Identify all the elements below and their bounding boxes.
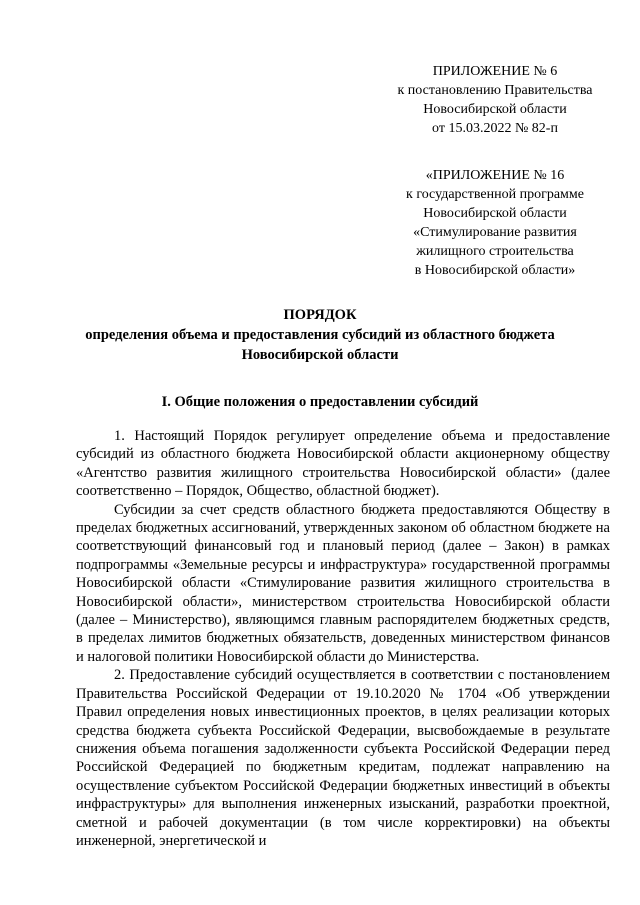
title-main: ПОРЯДОК	[283, 307, 357, 323]
program-appendix-number: «ПРИЛОЖЕНИЕ № 16	[425, 168, 565, 183]
appendix-date: от 15.03.2022 № 82-п	[432, 121, 558, 136]
section-heading: I. Общие положения о предоставлении субсидий	[161, 394, 479, 410]
appendix-reference: к постановлению Правительства	[397, 83, 593, 98]
title-subtitle-line1: определения объема и предоставления субсидий из областного бюджета	[85, 327, 555, 343]
title-subtitle-line2: Новосибирской области	[241, 347, 399, 363]
document-body	[76, 427, 610, 850]
paragraph: 2. Предоставление субсидий осуществляется в соответствии с постановлением Правительства Российской Федерации от 19.10.2020 № 1704 «Об утверждении Правил определения новых инвестиционных проектов, в целях реализации которых средства бюджета субъекта Российской Федерации, высвобождаемые в результате снижения объема погашения задолженности субъекта Российской Федерации перед Российской Федерацией по бюджетным кредитам, подлежат направлению на осуществление субъектом Российской Федерации бюджетных инвестиций в объекты инфраструктуры» для выполнения инженерных изысканий, разработки проектной, сметной и рабочей документации (в том числе корректировки) на объекты инженерной, энергетической и	[76, 667, 610, 849]
program-name-line2: жилищного строительства	[416, 244, 574, 259]
appendix-block-program	[360, 166, 630, 280]
program-name-line1: «Стимулирование развития	[413, 225, 577, 240]
paragraph: Субсидии за счет средств областного бюджета предоставляются Обществу в пределах бюджетных ассигнований, утвержденных законом об областном бюджете на соответствующий финансовый год и плановый период (далее – Закон) в рамках подпрограммы «Земельные ресурсы и инфраструктура» государственной программы Новосибирской области «Стимулирование развития жилищного строительства в Новосибирской области», министерством строительства Новосибирской области (далее – Министерство), являющимся главным распорядителем бюджетных средств, в пределах лимитов бюджетных обязательств, доведенных министерством финансов и налоговой политики Новосибирской области до Министерства.	[76, 501, 610, 665]
document-title	[70, 305, 570, 365]
paragraph: 1. Настоящий Порядок регулирует определение объема и предоставление субсидий из областного бюджета Новосибирской области акционерному обществу «Агентство развития жилищного строительства Новосибирской области» (далее соответственно – Порядок, Общество, областной бюджет).	[76, 428, 610, 500]
program-name-line3: в Новосибирской области»	[414, 263, 576, 278]
program-reference: к государственной программе	[406, 187, 584, 202]
appendix-number: ПРИЛОЖЕНИЕ № 6	[432, 64, 558, 79]
appendix-region: Новосибирской области	[423, 102, 567, 117]
program-region: Новосибирской области	[423, 206, 567, 221]
appendix-block-resolution	[360, 62, 630, 138]
